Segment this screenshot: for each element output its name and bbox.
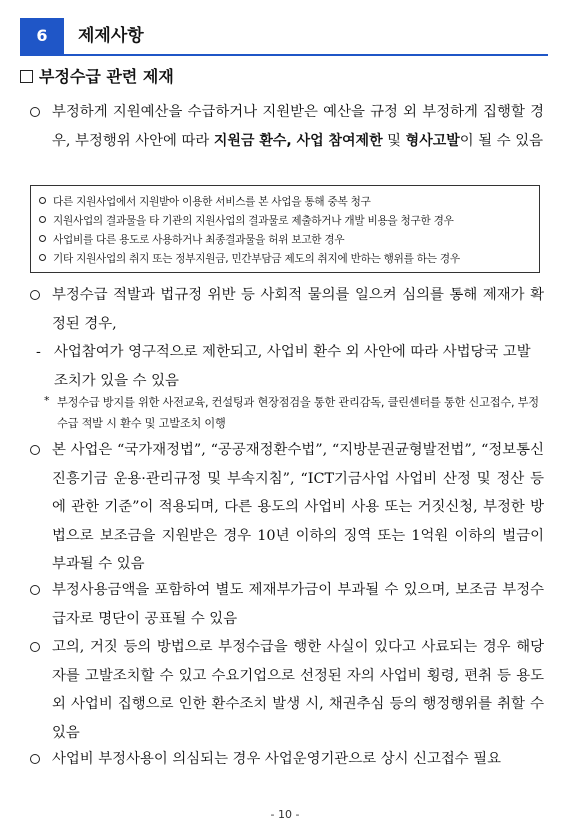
dash-item bbox=[36, 338, 544, 395]
bullet-text: 부정수급 적발과 법규정 위반 등 사회적 물의를 일으켜 심의를 통해 제재가 확정된 경우, bbox=[52, 287, 544, 332]
box-item-text: 다른 지원사업에서 지원받아 이용한 서비스를 본 사업을 통해 중복 청구 bbox=[53, 196, 371, 208]
small-circle-icon bbox=[39, 235, 46, 242]
examples-box bbox=[30, 185, 540, 273]
bullet-text-part: 및 bbox=[382, 132, 406, 149]
bullet-text: 고의, 거짓 등의 방법으로 부정수급을 행한 사실이 있다고 사료되는 경우 해당자를 고발조치할 수 있고 수요기업으로 선정된 자의 사업비 횡령, 편취 등 용도 외 사업비 집행으로 인한 환수조치 발생 시, 채권추심 등의 행정행위를 취할 수 있음 bbox=[52, 639, 544, 741]
subheading bbox=[20, 66, 174, 88]
footnote bbox=[44, 392, 544, 434]
box-item-text: 사업비를 다른 용도로 사용하거나 최종결과물을 허위 보고한 경우 bbox=[53, 234, 345, 246]
bullet-text-part: 부정하게 지원예산을 수급하거나 지원받은 예산을 규정 외 부정하게 집행할 경우, 부정행위 사안에 따라 bbox=[52, 104, 544, 149]
circle-bullet-icon bbox=[30, 107, 40, 117]
bullet-text-part: 이 될 수 있음 bbox=[459, 132, 544, 149]
bullet-text: 본 사업은 “국가재정법”, “공공재정환수법”, “지방분권균형발전법”, “정보통신진흥기금 운용·관리규정 및 부속지침”, “ICT기금사업 사업비 산정 및 정산 등에 관한 기준”이 적용되며, 다른 용도의 사업비 사용 또는 거짓신청, 부정한 방법으로 보조금을 지원받은 경우 10년 이하의 징역 또는 1억원 이하의 벌금이 부과될 수 있음 bbox=[52, 442, 544, 572]
emphasis-text: 형사고발 bbox=[405, 132, 460, 149]
circle-bullet-icon bbox=[30, 445, 40, 455]
bullet-item-laws bbox=[30, 436, 544, 579]
small-circle-icon bbox=[39, 216, 46, 223]
bullet-item-report bbox=[30, 745, 544, 774]
section-number: 6 bbox=[20, 18, 64, 54]
circle-bullet-icon bbox=[30, 754, 40, 764]
small-circle-icon bbox=[39, 197, 46, 204]
box-item bbox=[39, 212, 531, 231]
box-item-text: 지원사업의 결과물을 타 기관의 지원사업의 결과물로 제출하거나 개발 비용을 청구한 경우 bbox=[53, 215, 454, 227]
bullet-item-sanctions bbox=[30, 98, 544, 155]
dash-marker: - bbox=[36, 344, 41, 360]
bullet-text bbox=[52, 98, 544, 155]
checkbox-square-icon bbox=[20, 70, 33, 83]
circle-bullet-icon bbox=[30, 290, 40, 300]
bullet-text: 부정사용금액을 포함하여 별도 제재부가금이 부과될 수 있으며, 보조금 부정수급자로 명단이 공표될 수 있음 bbox=[52, 582, 544, 627]
asterisk-marker: * bbox=[44, 394, 50, 407]
box-item-text: 기타 지원사업의 취지 또는 정부지원금, 민간부담금 제도의 취지에 반하는 행위를 하는 경우 bbox=[53, 253, 460, 265]
footnote-text: 부정수급 방지를 위한 사전교육, 컨설팅과 현장점검을 통한 관리감독, 클린센터를 통한 신고접수, 부정수급 적발 시 환수 및 고발조치 이행 bbox=[57, 396, 539, 430]
box-item bbox=[39, 250, 531, 269]
box-item bbox=[39, 231, 531, 250]
bullet-item-prosecution bbox=[30, 633, 544, 747]
circle-bullet-icon bbox=[30, 642, 40, 652]
bullet-text: 사업비 부정사용이 의심되는 경우 사업운영기관으로 상시 신고접수 필요 bbox=[52, 751, 502, 767]
page-number: - 10 - bbox=[270, 808, 300, 821]
subheading-text: 부정수급 관련 제재 bbox=[39, 67, 174, 86]
small-circle-icon bbox=[39, 254, 46, 261]
box-item bbox=[39, 193, 531, 212]
emphasis-text: 지원금 환수, 사업 참여제한 bbox=[213, 132, 383, 149]
bullet-item-violation bbox=[30, 281, 544, 338]
dash-item-text: 사업참여가 영구적으로 제한되고, 사업비 환수 외 사안에 따라 사법당국 고발조치가 있을 수 있음 bbox=[54, 344, 531, 389]
section-title: 제제사항 bbox=[78, 26, 144, 46]
section-header bbox=[20, 18, 548, 56]
bullet-item-surcharge bbox=[30, 576, 544, 633]
circle-bullet-icon bbox=[30, 585, 40, 595]
